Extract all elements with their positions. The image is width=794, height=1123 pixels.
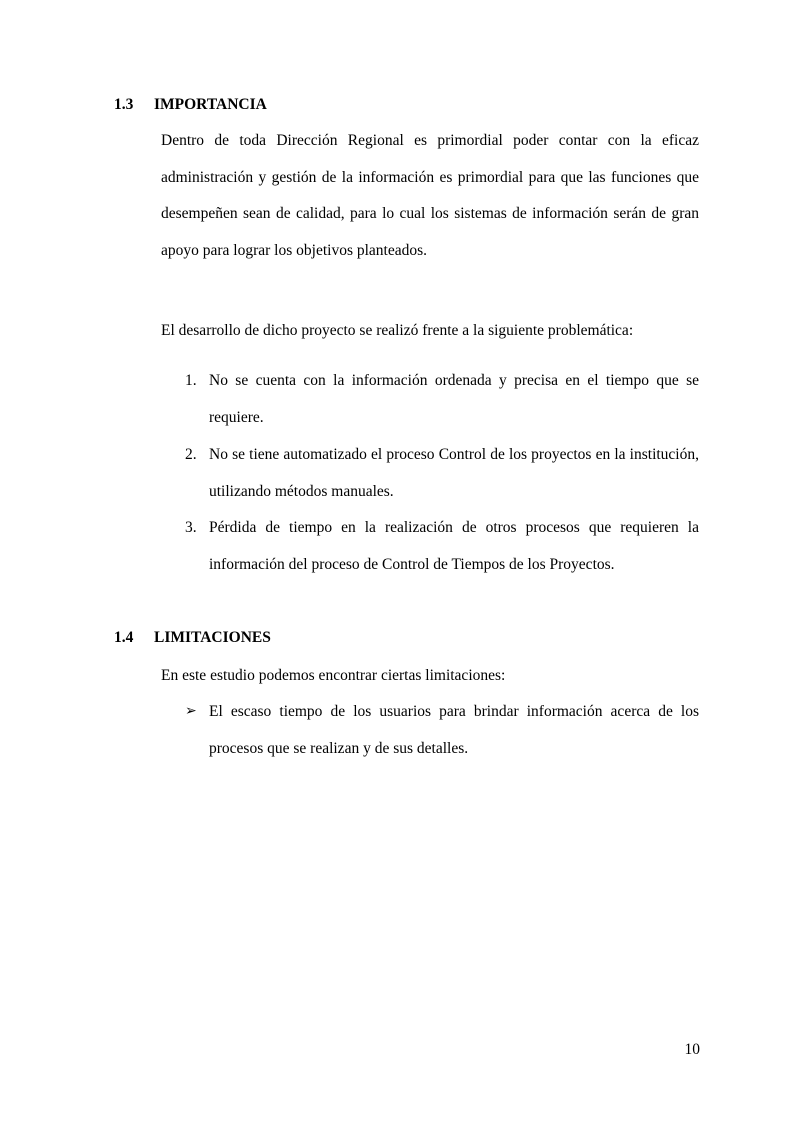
- section-title-limitaciones: LIMITACIONES: [154, 629, 271, 646]
- list-item-text: Pérdida de tiempo en la realización de otros procesos que requieren la información del proceso de Control de Tiempos de los Proyectos.: [209, 519, 699, 573]
- list-item: [185, 437, 699, 510]
- list-item: [185, 510, 699, 583]
- list-item: [185, 363, 699, 436]
- list-item-text: No se tiene automatizado el proceso Control de los proyectos en la institución, utilizando métodos manuales.: [209, 446, 699, 500]
- list-item-marker: 1.: [185, 372, 197, 389]
- list-item-marker: 3.: [185, 519, 197, 536]
- list-item-text: No se cuenta con la información ordenada y precisa en el tiempo que se requiere.: [209, 372, 699, 426]
- arrow-bullet-icon: ➢: [185, 704, 197, 719]
- limitaciones-intro: En este estudio podemos encontrar ciertas limitaciones:: [161, 667, 506, 684]
- section-number-importancia: 1.3: [114, 96, 134, 113]
- bullet-item-text: El escaso tiempo de los usuarios para brindar información acerca de los procesos que se realizan y de sus detalles.: [209, 703, 699, 757]
- problematica-intro: El desarrollo de dicho proyecto se realizó frente a la siguiente problemática:: [161, 322, 634, 339]
- bullet-item: [185, 694, 699, 767]
- importancia-paragraph: Dentro de toda Dirección Regional es primordial poder contar con la eficaz administración y gestión de la información es primordial para que las funciones que desempeñen sean de calidad, para lo cual los sistemas de información serán de gran apoyo para lograr los objetivos planteados.: [161, 132, 699, 260]
- list-item-marker: 2.: [185, 446, 197, 463]
- section-number-limitaciones: 1.4: [114, 629, 134, 646]
- section-title-importancia: IMPORTANCIA: [154, 96, 267, 113]
- page-number: 10: [684, 1041, 700, 1058]
